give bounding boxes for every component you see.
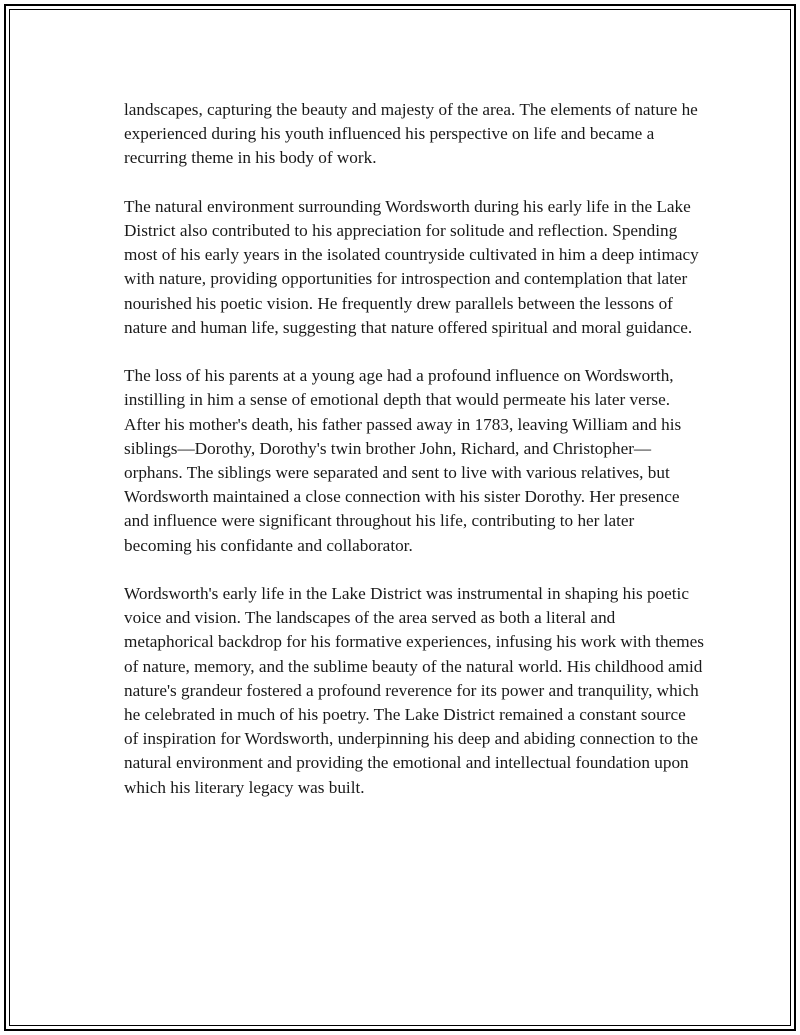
page-border (4, 4, 796, 1031)
paragraph-1: landscapes, capturing the beauty and majesty of the area. The elements of nature he experienced during his youth influenced his perspective on life and became a recurring theme in his body of work. (124, 100, 698, 168)
paragraph-4: Wordsworth's early life in the Lake District was instrumental in shaping his poetic voice and vision. The landscapes of the area served as both a literal and metaphorical backdrop for his formative experiences, infusing his work with themes of nature, memory, and the sublime beauty of the natural world. His childhood amid nature's grandeur fostered a profound reverence for its power and tranquility, which he celebrated in much of his poetry. The Lake District remained a constant source of inspiration for Wordsworth, underpinning his deep and abiding connection to the natural environment and providing the emotional and intellectual foundation upon which his literary legacy was built. (124, 584, 704, 797)
document-body (124, 98, 704, 824)
paragraph-3: The loss of his parents at a young age had a profound influence on Wordsworth, instilling in him a sense of emotional depth that would permeate his later verse. After his mother's death, his father passed away in 1783, leaving William and his siblings—Dorothy, Dorothy's twin brother John, Richard, and Christopher—orphans. The siblings were separated and sent to live with various relatives, but Wordsworth maintained a close connection with his sister Dorothy. Her presence and influence were significant throughout his life, contributing to her later becoming his confidante and collaborator. (124, 366, 682, 555)
paragraph-2: The natural environment surrounding Wordsworth during his early life in the Lake District also contributed to his appreciation for solitude and reflection. Spending most of his early years in the isolated countryside cultivated in him a deep intimacy with nature, providing opportunities for introspection and contemplation that later nourished his poetic vision. He frequently drew parallels between the lessons of nature and human life, suggesting that nature offered spiritual and moral guidance. (124, 196, 699, 337)
